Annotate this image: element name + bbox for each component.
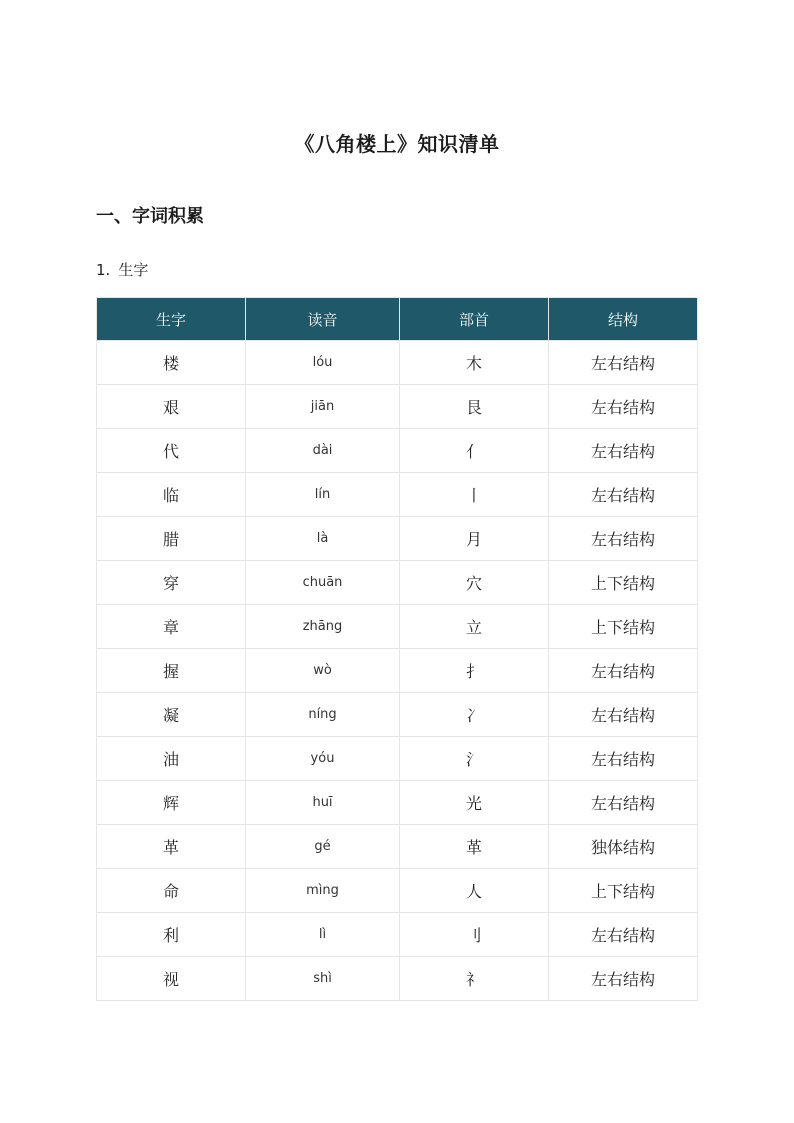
table-row <box>97 385 698 429</box>
cell-structure: 左右结构 <box>549 517 698 561</box>
cell-character: 代 <box>97 429 246 473</box>
cell-radical: 艮 <box>400 385 549 429</box>
cell-structure: 上下结构 <box>549 605 698 649</box>
cell-structure: 左右结构 <box>549 737 698 781</box>
subsection-label: 生字 <box>118 261 149 279</box>
cell-structure: 左右结构 <box>549 781 698 825</box>
table-row <box>97 473 698 517</box>
cell-structure: 左右结构 <box>549 649 698 693</box>
cell-pinyin: là <box>246 517 400 561</box>
cell-pinyin: yóu <box>246 737 400 781</box>
cell-structure: 左右结构 <box>549 473 698 517</box>
cell-radical: 人 <box>400 869 549 913</box>
header-character: 生字 <box>97 298 246 341</box>
cell-pinyin: zhāng <box>246 605 400 649</box>
cell-character: 章 <box>97 605 246 649</box>
table-row <box>97 737 698 781</box>
cell-character: 凝 <box>97 693 246 737</box>
cell-pinyin: shì <box>246 957 400 1001</box>
document-title: 《八角楼上》知识清单 <box>294 132 500 156</box>
cell-structure: 左右结构 <box>549 429 698 473</box>
cell-pinyin: chuān <box>246 561 400 605</box>
cell-pinyin: mìng <box>246 869 400 913</box>
cell-character: 楼 <box>97 341 246 385</box>
cell-radical: 革 <box>400 825 549 869</box>
cell-structure: 左右结构 <box>549 385 698 429</box>
cell-radical: 光 <box>400 781 549 825</box>
cell-structure: 上下结构 <box>549 869 698 913</box>
cell-radical: 氵 <box>400 737 549 781</box>
cell-pinyin: huī <box>246 781 400 825</box>
subsection-number: 1. <box>96 261 111 279</box>
cell-character: 革 <box>97 825 246 869</box>
cell-radical: 冫 <box>400 693 549 737</box>
characters-table <box>96 297 698 1001</box>
cell-structure: 独体结构 <box>549 825 698 869</box>
cell-radical: 亻 <box>400 429 549 473</box>
cell-radical: 立 <box>400 605 549 649</box>
table-row <box>97 517 698 561</box>
subsection-heading <box>96 259 148 280</box>
cell-character: 油 <box>97 737 246 781</box>
cell-character: 腊 <box>97 517 246 561</box>
header-pronunciation: 读音 <box>246 298 400 341</box>
cell-character: 穿 <box>97 561 246 605</box>
cell-pinyin: wò <box>246 649 400 693</box>
cell-pinyin: lín <box>246 473 400 517</box>
cell-radical: 礻 <box>400 957 549 1001</box>
table-row <box>97 869 698 913</box>
cell-pinyin: níng <box>246 693 400 737</box>
cell-structure: 左右结构 <box>549 693 698 737</box>
cell-pinyin: jiān <box>246 385 400 429</box>
cell-radical: 月 <box>400 517 549 561</box>
table-row <box>97 649 698 693</box>
cell-structure: 上下结构 <box>549 561 698 605</box>
cell-character: 艰 <box>97 385 246 429</box>
cell-radical: 穴 <box>400 561 549 605</box>
table-row <box>97 561 698 605</box>
cell-pinyin: lì <box>246 913 400 957</box>
table-row <box>97 781 698 825</box>
cell-structure: 左右结构 <box>549 341 698 385</box>
table-row <box>97 957 698 1001</box>
header-radical: 部首 <box>400 298 549 341</box>
table-row <box>97 341 698 385</box>
cell-pinyin: gé <box>246 825 400 869</box>
cell-radical: 木 <box>400 341 549 385</box>
table-row <box>97 429 698 473</box>
table-row <box>97 825 698 869</box>
header-structure: 结构 <box>549 298 698 341</box>
cell-structure: 左右结构 <box>549 913 698 957</box>
cell-radical: 刂 <box>400 913 549 957</box>
cell-character: 握 <box>97 649 246 693</box>
table-row <box>97 605 698 649</box>
cell-pinyin: dài <box>246 429 400 473</box>
cell-pinyin: lóu <box>246 341 400 385</box>
cell-character: 利 <box>97 913 246 957</box>
table-row <box>97 913 698 957</box>
cell-structure: 左右结构 <box>549 957 698 1001</box>
table-header-row <box>97 298 698 341</box>
cell-character: 命 <box>97 869 246 913</box>
cell-character: 临 <box>97 473 246 517</box>
section-heading: 一、字词积累 <box>96 206 204 227</box>
cell-radical: 扌 <box>400 649 549 693</box>
table-row <box>97 693 698 737</box>
cell-character: 辉 <box>97 781 246 825</box>
cell-character: 视 <box>97 957 246 1001</box>
cell-radical: 丨 <box>400 473 549 517</box>
